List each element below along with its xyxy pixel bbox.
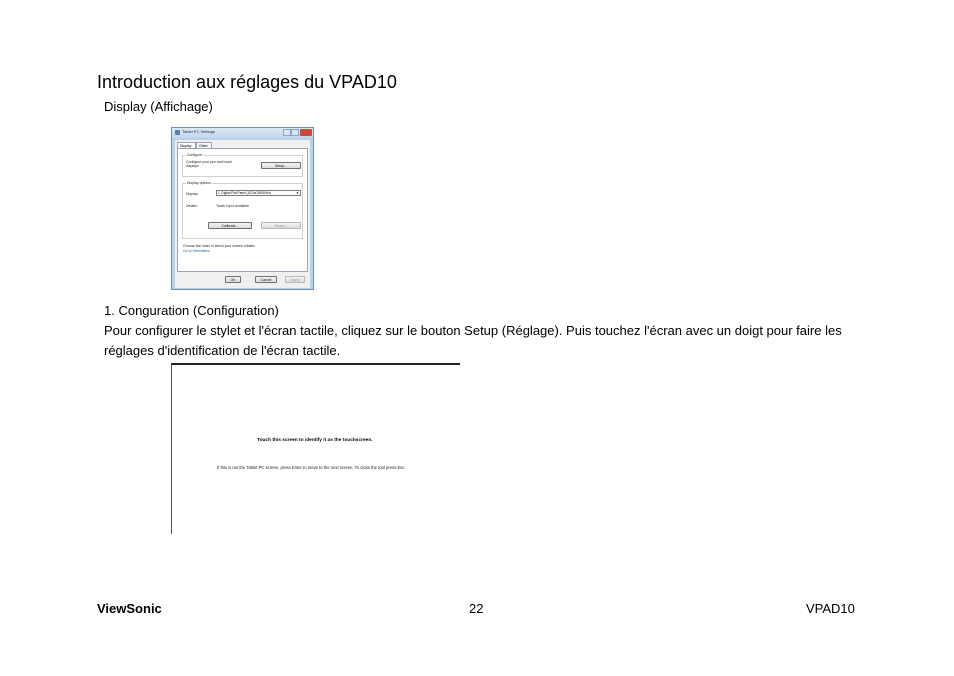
display-options-label: Display options — [187, 181, 211, 185]
display-select-value: 1. Digital Flat Panel (1024x768 60Hz) — [218, 191, 271, 195]
configure-group-label: Configure — [187, 153, 203, 157]
footer-brand: ViewSonic — [97, 601, 162, 616]
display-label: Display: — [186, 192, 199, 196]
reset-button[interactable]: Reset... — [261, 222, 301, 229]
tablet-settings-icon — [175, 130, 180, 135]
apply-button[interactable]: Apply — [285, 276, 305, 283]
dialog-titlebar — [172, 128, 313, 138]
setup-button[interactable]: Setup... — [261, 162, 301, 169]
tab-other[interactable]: Other — [196, 142, 212, 148]
display-tab-panel — [177, 148, 308, 272]
tab-display[interactable]: Display — [177, 142, 196, 148]
calibrate-button[interactable]: Calibrate... — [208, 222, 252, 229]
dialog-body — [175, 140, 310, 288]
footer-model: VPAD10 — [806, 601, 855, 616]
orientation-link[interactable]: Go to Orientation — [183, 249, 210, 253]
orientation-text: Choose the order in which your screen rotates. — [183, 244, 256, 248]
touch-hint: If this is not the Tablet PC screen, press Enter to move to the next screen. To close the tool press Esc. — [217, 465, 406, 470]
page-subtitle: Display (Affichage) — [104, 99, 213, 114]
section-paragraph: Pour configurer le stylet et l'écran tactile, cliquez sur le bouton Setup (Réglage). Puis touchez l'écran avec un doigt pour faire les réglages d'identification de l'écran tactile. — [104, 323, 842, 358]
configure-text-1: Configure your pen and touch — [186, 160, 233, 164]
close-icon[interactable] — [300, 129, 312, 136]
minimize-icon[interactable] — [283, 129, 291, 136]
display-options-group — [182, 183, 303, 239]
chevron-down-icon: ▼ — [296, 191, 299, 195]
details-value: Touch Input Available — [216, 204, 250, 208]
section-heading: 1. Conguration (Configuration) — [104, 303, 279, 318]
maximize-icon[interactable] — [291, 129, 299, 136]
page-title: Introduction aux réglages du VPAD10 — [97, 72, 397, 92]
ok-button[interactable]: OK — [225, 276, 241, 283]
configure-text-2: displays. — [186, 164, 200, 168]
details-label: Details: — [186, 204, 198, 208]
dialog-title: Tablet PC Settings — [182, 129, 215, 134]
page-number: 22 — [469, 601, 484, 616]
display-select[interactable] — [216, 190, 301, 196]
touch-message: Touch this screen to identify it as the touchscreen. — [257, 438, 373, 443]
tablet-pc-settings-dialog — [171, 127, 314, 290]
configure-group — [182, 155, 303, 177]
cancel-button[interactable]: Cancel — [255, 276, 277, 283]
touch-identify-screen — [171, 363, 460, 534]
